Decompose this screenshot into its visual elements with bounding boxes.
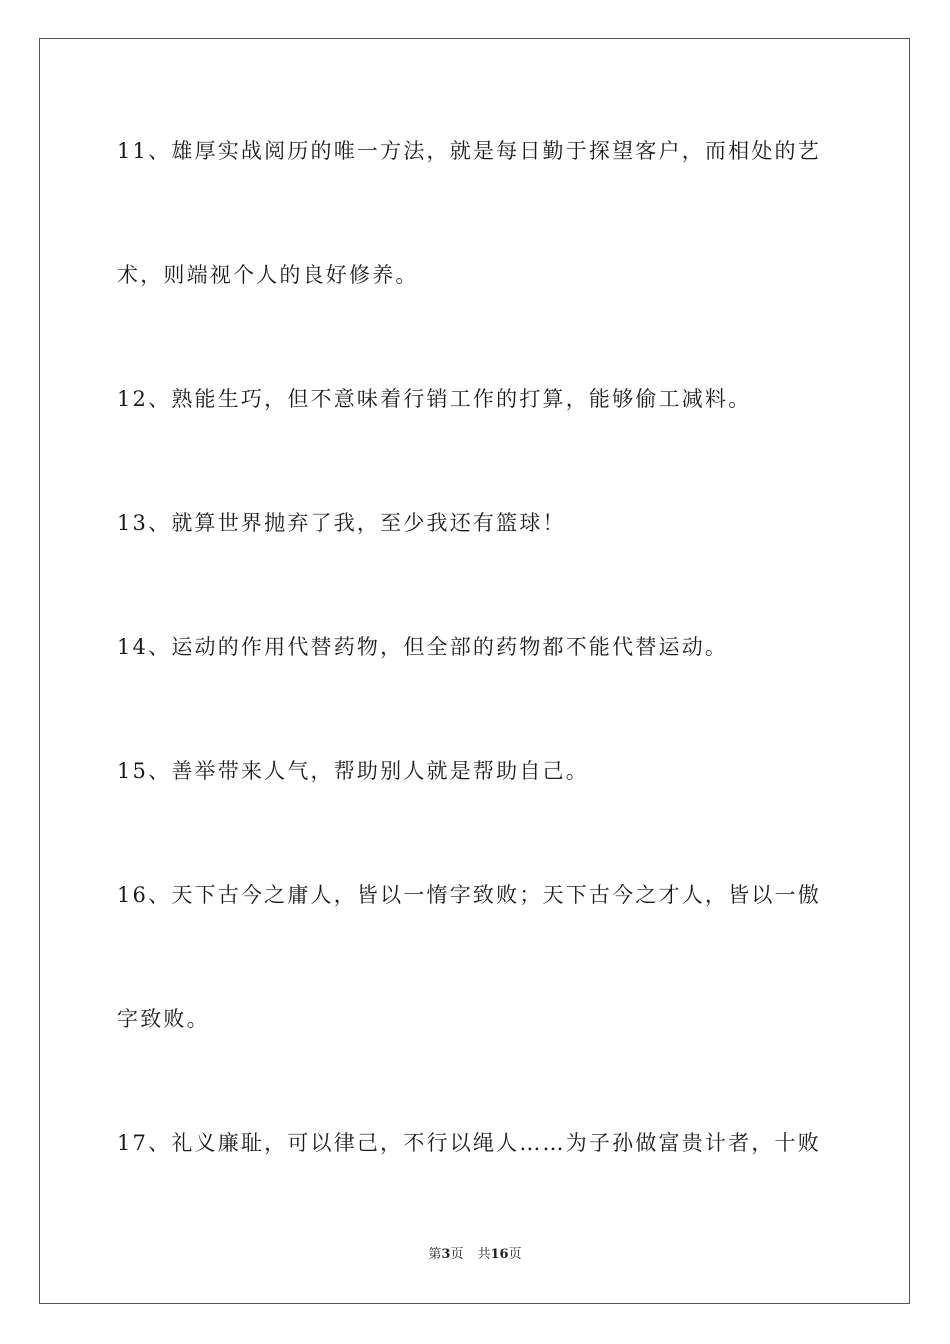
text-line-5: 14、运动的作用代替药物，但全部的药物都不能代替运动。 bbox=[117, 635, 729, 659]
text-line-7: 16、天下古今之庸人，皆以一惰字致败；天下古今之才人，皆以一傲 bbox=[117, 883, 821, 907]
text-line-2: 术，则端视个人的良好修养。 bbox=[117, 263, 419, 287]
footer-page-prefix: 第 bbox=[428, 1247, 442, 1262]
text-line-3: 12、熟能生巧，但不意味着行销工作的打算，能够偷工减料。 bbox=[117, 387, 752, 411]
footer-page-number: 3 bbox=[441, 1247, 451, 1262]
footer-page-suffix: 页 bbox=[450, 1247, 464, 1262]
text-line-1: 11、雄厚实战阅历的唯一方法，就是每日勤于探望客户，而相处的艺 bbox=[117, 139, 821, 163]
footer-total-prefix: 共 bbox=[477, 1247, 491, 1262]
footer-total-pages: 16 bbox=[490, 1247, 509, 1262]
text-line-9: 17、礼义廉耻，可以律己，不行以绳人……为子孙做富贵计者，十败 bbox=[117, 1131, 821, 1155]
text-line-8: 字致败。 bbox=[117, 1007, 210, 1031]
footer-total-suffix: 页 bbox=[508, 1247, 522, 1262]
text-line-4: 13、就算世界抛弃了我，至少我还有篮球！ bbox=[117, 511, 566, 535]
page-border bbox=[39, 38, 910, 1304]
page-footer bbox=[0, 1246, 950, 1264]
text-line-6: 15、善举带来人气，帮助别人就是帮助自己。 bbox=[117, 759, 589, 783]
